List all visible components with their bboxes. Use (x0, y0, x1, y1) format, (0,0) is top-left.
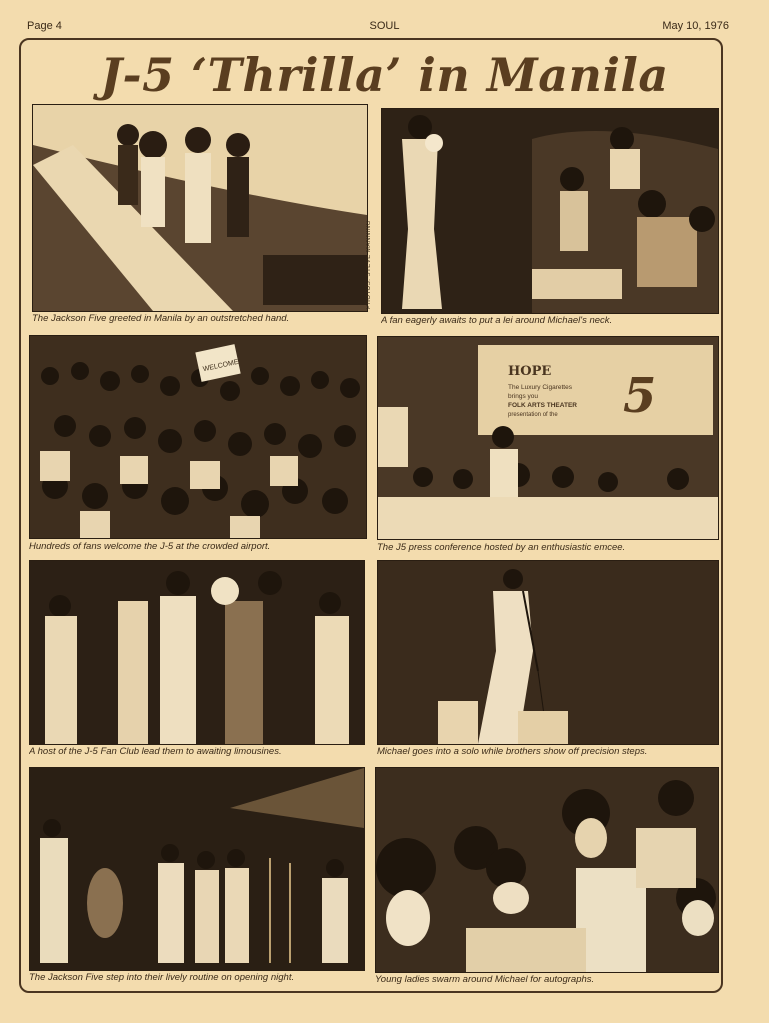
photo-lei-fan (381, 108, 719, 314)
banner-line-4: FOLK ARTS THEATER (508, 402, 577, 409)
caption-4: The J5 press conference hosted by an enthusiastic emcee. (377, 542, 626, 553)
lei-illustration (382, 109, 718, 313)
photo-airplane-arrival (32, 104, 368, 312)
caption-2: A fan eagerly awaits to put a lei around Michael's neck. (381, 315, 613, 326)
issue-date: May 10, 1976 (662, 20, 729, 32)
solo-illustration (378, 561, 718, 744)
headline: J-5 ‘Thrilla’ in Manila (100, 48, 669, 102)
airplane-illustration (33, 105, 367, 311)
photo-michael-solo (377, 560, 719, 745)
caption-7: The Jackson Five step into their lively routine on opening night. (29, 972, 295, 983)
autograph-illustration (376, 768, 718, 972)
fanclub-illustration (30, 561, 364, 744)
crowd-illustration (30, 336, 366, 538)
caption-6: Michael goes into a solo while brothers show off precision steps. (377, 746, 648, 757)
caption-5: A host of the J-5 Fan Club lead them to awaiting limousines. (29, 746, 282, 757)
banner-line-2: The Luxury Cigarettes (508, 384, 572, 391)
caption-8: Young ladies swarm around Michael for autographs. (375, 974, 595, 985)
photo-autographs (375, 767, 719, 973)
banner-line-1: HOPE (508, 364, 552, 379)
photo-airport-crowd (29, 335, 367, 539)
banner-line-5: presentation of the (508, 412, 558, 418)
stage-illustration (30, 768, 364, 970)
photo-press-conference (377, 336, 719, 540)
section-name: SOUL (369, 20, 400, 32)
photo-fan-club (29, 560, 365, 745)
banner-line-3: brings you (508, 393, 538, 400)
page-number: Page 4 (27, 20, 62, 32)
welcome-sign-text: WELCOME (202, 358, 240, 374)
press-illustration (378, 337, 718, 539)
photo-opening-night (29, 767, 365, 971)
photo-credit: PHOTOS: STEVE MANNING (366, 220, 372, 310)
caption-3: Hundreds of fans welcome the J-5 at the crowded airport. (29, 541, 271, 552)
svg-text:5: 5 (623, 368, 657, 424)
caption-1: The Jackson Five greeted in Manila by an outstretched hand. (32, 313, 290, 324)
